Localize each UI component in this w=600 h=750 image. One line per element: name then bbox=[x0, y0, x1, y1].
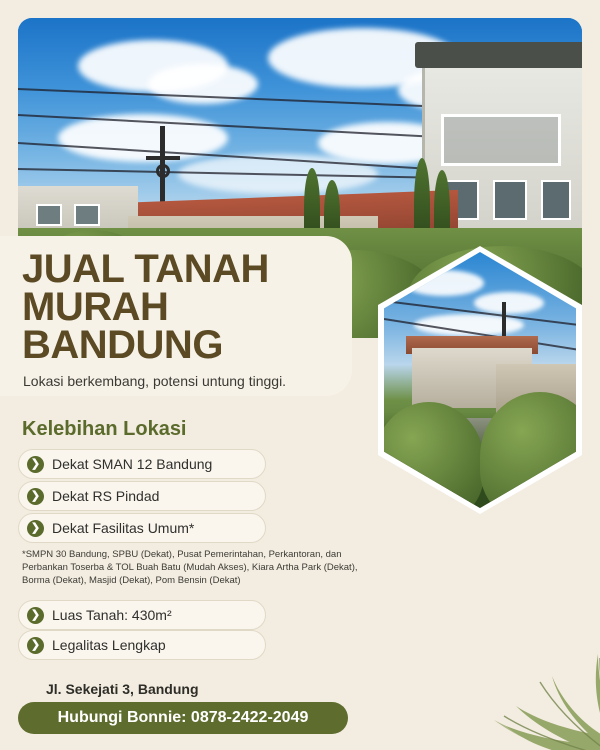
contact-label: Hubungi Bonnie: 0878-2422-2049 bbox=[57, 709, 309, 726]
chevron-right-icon: ❯ bbox=[27, 607, 44, 624]
feature-label: Luas Tanah: 430m² bbox=[52, 607, 172, 623]
window bbox=[541, 180, 571, 220]
title-line-3: BANDUNG bbox=[22, 323, 223, 367]
cloud bbox=[474, 292, 544, 314]
subtitle: Lokasi berkembang, potensi untung tinggi. bbox=[23, 373, 287, 389]
features-heading: Kelebihan Lokasi bbox=[22, 418, 187, 440]
feature-label: Dekat SMAN 12 Bandung bbox=[52, 456, 213, 472]
contact-button[interactable] bbox=[18, 702, 348, 734]
feature-item bbox=[18, 600, 266, 630]
feature-label: Legalitas Lengkap bbox=[52, 637, 166, 653]
window bbox=[74, 204, 100, 226]
feature-item bbox=[18, 481, 266, 511]
feature-label: Dekat RS Pindad bbox=[52, 488, 160, 504]
palm-leaf-icon bbox=[420, 610, 600, 750]
chevron-right-icon: ❯ bbox=[27, 637, 44, 654]
secondary-photo bbox=[384, 252, 576, 508]
address: Jl. Sekejati 3, Bandung bbox=[46, 681, 199, 697]
feature-item bbox=[18, 449, 266, 479]
bush bbox=[480, 392, 576, 508]
feature-item bbox=[18, 513, 266, 543]
feature-item bbox=[18, 630, 266, 660]
chevron-right-icon: ❯ bbox=[27, 456, 44, 473]
balcony bbox=[441, 114, 561, 166]
chevron-right-icon: ❯ bbox=[27, 520, 44, 537]
feature-label: Dekat Fasilitas Umum* bbox=[52, 520, 195, 536]
window bbox=[493, 180, 527, 220]
footnote: *SMPN 30 Bandung, SPBU (Dekat), Pusat Pemerintahan, Perkantoran, dan Perbankan Toserba & TOL Buah Batu (Mudah Akses), Kiara Artha Park (Dekat), Borma (Dekat), Masjid (Dekat), Pom Bensin (Dekat) bbox=[22, 549, 358, 586]
title-line-1: JUAL TANAH bbox=[22, 247, 269, 291]
title-line-2: MURAH bbox=[22, 285, 169, 329]
chevron-right-icon: ❯ bbox=[27, 488, 44, 505]
page-title bbox=[22, 247, 352, 367]
utility-pole-crossarm bbox=[146, 156, 180, 160]
transformer-ring bbox=[156, 164, 170, 178]
window bbox=[36, 204, 62, 226]
